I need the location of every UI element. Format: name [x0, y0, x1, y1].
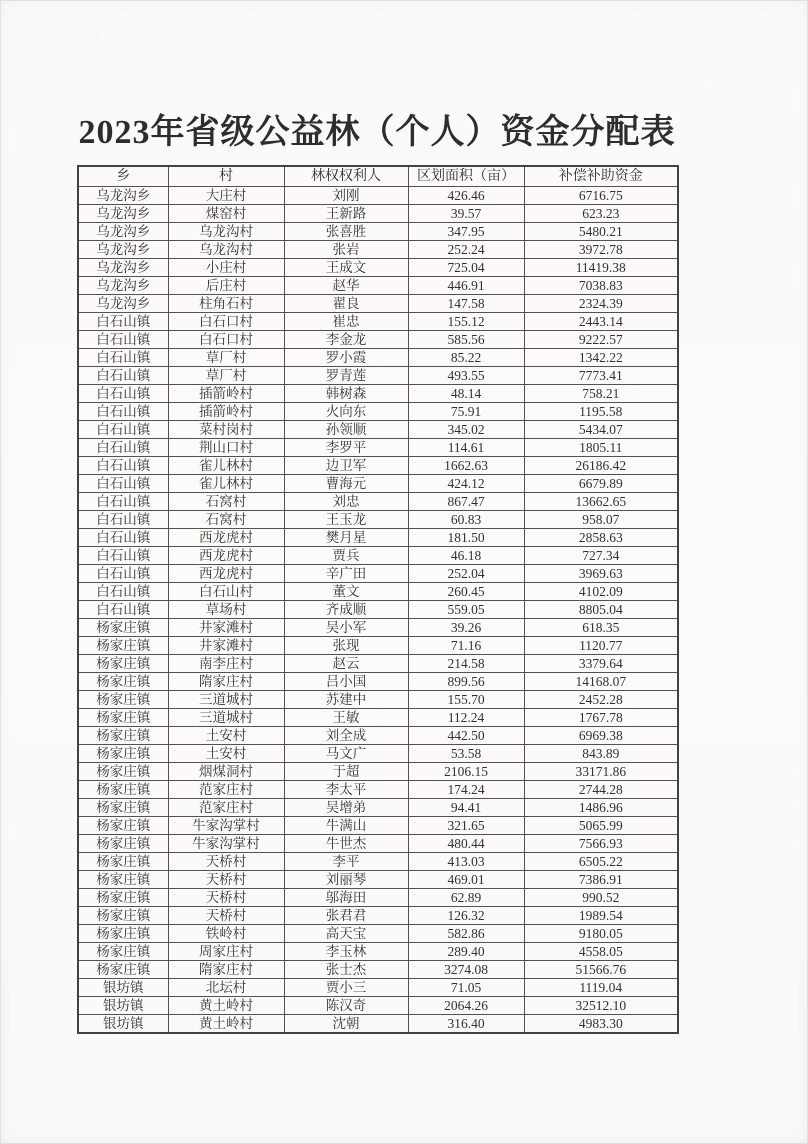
cell-subsidy-funds: 4102.09 — [524, 583, 678, 601]
cell-zoned-area: 480.44 — [408, 835, 524, 853]
table-row — [78, 673, 678, 691]
cell-subsidy-funds: 7038.83 — [524, 277, 678, 295]
cell-township: 银坊镇 — [78, 997, 168, 1015]
column-header-subsidy-funds: 补偿补助资金 — [524, 166, 678, 187]
fund-allocation-table — [77, 165, 679, 1034]
cell-zoned-area: 442.50 — [408, 727, 524, 745]
table-row — [78, 619, 678, 637]
cell-rights-holder: 张岩 — [284, 241, 408, 259]
cell-zoned-area: 260.45 — [408, 583, 524, 601]
table-row — [78, 835, 678, 853]
cell-township: 杨家庄镇 — [78, 853, 168, 871]
cell-subsidy-funds: 2858.63 — [524, 529, 678, 547]
cell-subsidy-funds: 1805.11 — [524, 439, 678, 457]
cell-village: 南李庄村 — [168, 655, 284, 673]
cell-zoned-area: 582.86 — [408, 925, 524, 943]
table-row — [78, 799, 678, 817]
cell-subsidy-funds: 958.07 — [524, 511, 678, 529]
table-row — [78, 979, 678, 997]
table-row — [78, 547, 678, 565]
cell-rights-holder: 火向东 — [284, 403, 408, 421]
cell-rights-holder: 孙领顺 — [284, 421, 408, 439]
table-row — [78, 331, 678, 349]
cell-subsidy-funds: 7773.41 — [524, 367, 678, 385]
cell-village: 三道城村 — [168, 709, 284, 727]
cell-subsidy-funds: 7566.93 — [524, 835, 678, 853]
cell-rights-holder: 崔忠 — [284, 313, 408, 331]
table-row — [78, 943, 678, 961]
cell-rights-holder: 李太平 — [284, 781, 408, 799]
cell-zoned-area: 62.89 — [408, 889, 524, 907]
cell-township: 杨家庄镇 — [78, 673, 168, 691]
cell-township: 白石山镇 — [78, 457, 168, 475]
cell-rights-holder: 赵华 — [284, 277, 408, 295]
cell-subsidy-funds: 6679.89 — [524, 475, 678, 493]
table-row — [78, 277, 678, 295]
table-row — [78, 421, 678, 439]
cell-township: 杨家庄镇 — [78, 925, 168, 943]
table-row — [78, 763, 678, 781]
cell-village: 土安村 — [168, 727, 284, 745]
cell-township: 杨家庄镇 — [78, 871, 168, 889]
cell-rights-holder: 韩树森 — [284, 385, 408, 403]
cell-rights-holder: 李金龙 — [284, 331, 408, 349]
cell-rights-holder: 罗小霞 — [284, 349, 408, 367]
cell-village: 西龙虎村 — [168, 529, 284, 547]
cell-zoned-area: 252.04 — [408, 565, 524, 583]
cell-township: 杨家庄镇 — [78, 745, 168, 763]
table-row — [78, 817, 678, 835]
table-row — [78, 727, 678, 745]
cell-subsidy-funds: 623.23 — [524, 205, 678, 223]
column-header-township: 乡 — [78, 166, 168, 187]
cell-rights-holder: 曹海元 — [284, 475, 408, 493]
cell-village: 草厂村 — [168, 367, 284, 385]
cell-zoned-area: 252.24 — [408, 241, 524, 259]
cell-rights-holder: 齐成顺 — [284, 601, 408, 619]
cell-subsidy-funds: 727.34 — [524, 547, 678, 565]
cell-rights-holder: 边卫军 — [284, 457, 408, 475]
cell-zoned-area: 48.14 — [408, 385, 524, 403]
cell-rights-holder: 王成文 — [284, 259, 408, 277]
cell-village: 隋家庄村 — [168, 961, 284, 979]
cell-rights-holder: 李平 — [284, 853, 408, 871]
table-row — [78, 205, 678, 223]
cell-village: 菜村岗村 — [168, 421, 284, 439]
cell-subsidy-funds: 4558.05 — [524, 943, 678, 961]
table-row — [78, 385, 678, 403]
table-row — [78, 745, 678, 763]
cell-rights-holder: 翟良 — [284, 295, 408, 313]
cell-subsidy-funds: 5434.07 — [524, 421, 678, 439]
cell-rights-holder: 苏建中 — [284, 691, 408, 709]
cell-rights-holder: 刘全成 — [284, 727, 408, 745]
cell-village: 铁岭村 — [168, 925, 284, 943]
cell-township: 杨家庄镇 — [78, 655, 168, 673]
cell-village: 小庄村 — [168, 259, 284, 277]
cell-village: 井家滩村 — [168, 619, 284, 637]
cell-township: 乌龙沟乡 — [78, 277, 168, 295]
cell-subsidy-funds: 3379.64 — [524, 655, 678, 673]
cell-township: 杨家庄镇 — [78, 907, 168, 925]
cell-village: 牛家沟掌村 — [168, 817, 284, 835]
cell-rights-holder: 张喜胜 — [284, 223, 408, 241]
cell-subsidy-funds: 1342.22 — [524, 349, 678, 367]
cell-zoned-area: 147.58 — [408, 295, 524, 313]
cell-rights-holder: 辛广田 — [284, 565, 408, 583]
cell-village: 周家庄村 — [168, 943, 284, 961]
table-row — [78, 583, 678, 601]
cell-village: 草场村 — [168, 601, 284, 619]
cell-subsidy-funds: 13662.65 — [524, 493, 678, 511]
cell-rights-holder: 吴小军 — [284, 619, 408, 637]
table-row — [78, 223, 678, 241]
cell-subsidy-funds: 843.89 — [524, 745, 678, 763]
cell-subsidy-funds: 9180.05 — [524, 925, 678, 943]
table-row — [78, 871, 678, 889]
cell-township: 白石山镇 — [78, 565, 168, 583]
cell-township: 白石山镇 — [78, 547, 168, 565]
table-row — [78, 475, 678, 493]
cell-subsidy-funds: 2324.39 — [524, 295, 678, 313]
table-row — [78, 889, 678, 907]
table-row — [78, 709, 678, 727]
table-row — [78, 511, 678, 529]
cell-township: 白石山镇 — [78, 493, 168, 511]
table-row — [78, 313, 678, 331]
cell-township: 白石山镇 — [78, 385, 168, 403]
column-header-zoned-area: 区划面积（亩） — [408, 166, 524, 187]
cell-subsidy-funds: 14168.07 — [524, 673, 678, 691]
table-row — [78, 781, 678, 799]
cell-rights-holder: 陈汉奇 — [284, 997, 408, 1015]
cell-township: 乌龙沟乡 — [78, 295, 168, 313]
cell-zoned-area: 469.01 — [408, 871, 524, 889]
cell-subsidy-funds: 2443.14 — [524, 313, 678, 331]
cell-zoned-area: 867.47 — [408, 493, 524, 511]
cell-zoned-area: 126.32 — [408, 907, 524, 925]
cell-village: 隋家庄村 — [168, 673, 284, 691]
cell-rights-holder: 高天宝 — [284, 925, 408, 943]
cell-rights-holder: 邬海田 — [284, 889, 408, 907]
cell-subsidy-funds: 33171.86 — [524, 763, 678, 781]
cell-township: 乌龙沟乡 — [78, 223, 168, 241]
cell-village: 天桥村 — [168, 889, 284, 907]
cell-township: 白石山镇 — [78, 421, 168, 439]
cell-zoned-area: 345.02 — [408, 421, 524, 439]
cell-village: 雀儿林村 — [168, 475, 284, 493]
cell-rights-holder: 赵云 — [284, 655, 408, 673]
table-row — [78, 691, 678, 709]
cell-subsidy-funds: 618.35 — [524, 619, 678, 637]
cell-township: 杨家庄镇 — [78, 691, 168, 709]
table-row — [78, 241, 678, 259]
cell-rights-holder: 刘丽琴 — [284, 871, 408, 889]
cell-village: 西龙虎村 — [168, 565, 284, 583]
cell-village: 煤窑村 — [168, 205, 284, 223]
cell-village: 牛家沟掌村 — [168, 835, 284, 853]
cell-township: 白石山镇 — [78, 367, 168, 385]
table-row — [78, 997, 678, 1015]
cell-township: 乌龙沟乡 — [78, 259, 168, 277]
cell-township: 乌龙沟乡 — [78, 187, 168, 205]
cell-zoned-area: 289.40 — [408, 943, 524, 961]
cell-subsidy-funds: 2744.28 — [524, 781, 678, 799]
cell-village: 范家庄村 — [168, 799, 284, 817]
cell-subsidy-funds: 6969.38 — [524, 727, 678, 745]
cell-zoned-area: 94.41 — [408, 799, 524, 817]
cell-zoned-area: 46.18 — [408, 547, 524, 565]
cell-rights-holder: 王敏 — [284, 709, 408, 727]
cell-township: 杨家庄镇 — [78, 619, 168, 637]
cell-rights-holder: 刘忠 — [284, 493, 408, 511]
cell-zoned-area: 53.58 — [408, 745, 524, 763]
cell-township: 杨家庄镇 — [78, 961, 168, 979]
cell-rights-holder: 马文广 — [284, 745, 408, 763]
table-row — [78, 529, 678, 547]
cell-rights-holder: 罗青莲 — [284, 367, 408, 385]
cell-village: 草厂村 — [168, 349, 284, 367]
cell-rights-holder: 张君君 — [284, 907, 408, 925]
cell-zoned-area: 39.26 — [408, 619, 524, 637]
cell-rights-holder: 牛满山 — [284, 817, 408, 835]
cell-zoned-area: 424.12 — [408, 475, 524, 493]
cell-subsidy-funds: 1767.78 — [524, 709, 678, 727]
cell-village: 白石口村 — [168, 331, 284, 349]
cell-rights-holder: 贾小三 — [284, 979, 408, 997]
cell-village: 北坛村 — [168, 979, 284, 997]
cell-village: 乌龙沟村 — [168, 241, 284, 259]
cell-village: 乌龙沟村 — [168, 223, 284, 241]
cell-township: 乌龙沟乡 — [78, 241, 168, 259]
cell-township: 白石山镇 — [78, 331, 168, 349]
cell-village: 三道城村 — [168, 691, 284, 709]
cell-village: 插箭岭村 — [168, 403, 284, 421]
table-header-row — [78, 166, 678, 187]
cell-village: 雀儿林村 — [168, 457, 284, 475]
page-title: 2023年省级公益林（个人）资金分配表 — [78, 114, 676, 151]
cell-zoned-area: 413.03 — [408, 853, 524, 871]
cell-township: 白石山镇 — [78, 439, 168, 457]
table-row — [78, 655, 678, 673]
cell-township: 杨家庄镇 — [78, 637, 168, 655]
cell-rights-holder: 于超 — [284, 763, 408, 781]
cell-village: 插箭岭村 — [168, 385, 284, 403]
cell-village: 柱角石村 — [168, 295, 284, 313]
cell-subsidy-funds: 11419.38 — [524, 259, 678, 277]
cell-township: 白石山镇 — [78, 313, 168, 331]
column-header-village: 村 — [168, 166, 284, 187]
cell-zoned-area: 1662.63 — [408, 457, 524, 475]
cell-zoned-area: 71.05 — [408, 979, 524, 997]
cell-zoned-area: 75.91 — [408, 403, 524, 421]
cell-zoned-area: 39.57 — [408, 205, 524, 223]
cell-township: 乌龙沟乡 — [78, 205, 168, 223]
cell-village: 天桥村 — [168, 907, 284, 925]
cell-township: 杨家庄镇 — [78, 835, 168, 853]
cell-rights-holder: 吕小国 — [284, 673, 408, 691]
cell-township: 杨家庄镇 — [78, 817, 168, 835]
cell-rights-holder: 樊月星 — [284, 529, 408, 547]
cell-village: 黄土岭村 — [168, 1015, 284, 1034]
cell-zoned-area: 426.46 — [408, 187, 524, 205]
cell-rights-holder: 张士杰 — [284, 961, 408, 979]
cell-township: 杨家庄镇 — [78, 781, 168, 799]
cell-zoned-area: 559.05 — [408, 601, 524, 619]
cell-zoned-area: 112.24 — [408, 709, 524, 727]
cell-rights-holder: 董文 — [284, 583, 408, 601]
column-header-rights-holder: 林权权利人 — [284, 166, 408, 187]
cell-township: 杨家庄镇 — [78, 763, 168, 781]
cell-zoned-area: 60.83 — [408, 511, 524, 529]
cell-zoned-area: 155.70 — [408, 691, 524, 709]
cell-village: 天桥村 — [168, 853, 284, 871]
cell-subsidy-funds: 1989.54 — [524, 907, 678, 925]
cell-rights-holder: 王新路 — [284, 205, 408, 223]
cell-zoned-area: 446.91 — [408, 277, 524, 295]
cell-township: 杨家庄镇 — [78, 799, 168, 817]
cell-village: 白石山村 — [168, 583, 284, 601]
cell-subsidy-funds: 3972.78 — [524, 241, 678, 259]
cell-village: 后庄村 — [168, 277, 284, 295]
cell-village: 烟煤洞村 — [168, 763, 284, 781]
table-row — [78, 493, 678, 511]
cell-zoned-area: 85.22 — [408, 349, 524, 367]
cell-subsidy-funds: 2452.28 — [524, 691, 678, 709]
cell-subsidy-funds: 7386.91 — [524, 871, 678, 889]
cell-zoned-area: 2106.15 — [408, 763, 524, 781]
table-row — [78, 961, 678, 979]
cell-zoned-area: 181.50 — [408, 529, 524, 547]
table-row — [78, 565, 678, 583]
cell-zoned-area: 155.12 — [408, 313, 524, 331]
cell-zoned-area: 321.65 — [408, 817, 524, 835]
cell-village: 井家滩村 — [168, 637, 284, 655]
table-row — [78, 457, 678, 475]
table-row — [78, 925, 678, 943]
cell-township: 白石山镇 — [78, 403, 168, 421]
cell-subsidy-funds: 32512.10 — [524, 997, 678, 1015]
cell-village: 土安村 — [168, 745, 284, 763]
cell-subsidy-funds: 6505.22 — [524, 853, 678, 871]
table-body — [78, 187, 678, 1034]
cell-rights-holder: 张现 — [284, 637, 408, 655]
cell-rights-holder: 沈朝 — [284, 1015, 408, 1034]
cell-rights-holder: 刘刚 — [284, 187, 408, 205]
cell-subsidy-funds: 758.21 — [524, 385, 678, 403]
cell-subsidy-funds: 1486.96 — [524, 799, 678, 817]
cell-zoned-area: 493.55 — [408, 367, 524, 385]
table-row — [78, 259, 678, 277]
table-row — [78, 907, 678, 925]
cell-township: 杨家庄镇 — [78, 943, 168, 961]
cell-village: 黄土岭村 — [168, 997, 284, 1015]
cell-rights-holder: 吴增弟 — [284, 799, 408, 817]
cell-zoned-area: 214.58 — [408, 655, 524, 673]
cell-subsidy-funds: 1119.04 — [524, 979, 678, 997]
cell-subsidy-funds: 26186.42 — [524, 457, 678, 475]
table-row — [78, 349, 678, 367]
cell-village: 白石口村 — [168, 313, 284, 331]
cell-zoned-area: 585.56 — [408, 331, 524, 349]
cell-township: 银坊镇 — [78, 1015, 168, 1034]
cell-zoned-area: 725.04 — [408, 259, 524, 277]
table-row — [78, 637, 678, 655]
cell-subsidy-funds: 1195.58 — [524, 403, 678, 421]
cell-township: 杨家庄镇 — [78, 727, 168, 745]
cell-zoned-area: 114.61 — [408, 439, 524, 457]
cell-zoned-area: 899.56 — [408, 673, 524, 691]
cell-village: 天桥村 — [168, 871, 284, 889]
table-row — [78, 601, 678, 619]
cell-subsidy-funds: 1120.77 — [524, 637, 678, 655]
table-row — [78, 367, 678, 385]
cell-subsidy-funds: 51566.76 — [524, 961, 678, 979]
table-row — [78, 187, 678, 205]
table-row — [78, 853, 678, 871]
cell-subsidy-funds: 990.52 — [524, 889, 678, 907]
cell-subsidy-funds: 5480.21 — [524, 223, 678, 241]
cell-subsidy-funds: 5065.99 — [524, 817, 678, 835]
cell-rights-holder: 李罗平 — [284, 439, 408, 457]
cell-subsidy-funds: 3969.63 — [524, 565, 678, 583]
cell-rights-holder: 王玉龙 — [284, 511, 408, 529]
cell-village: 石窝村 — [168, 493, 284, 511]
cell-village: 大庄村 — [168, 187, 284, 205]
cell-township: 白石山镇 — [78, 583, 168, 601]
cell-zoned-area: 174.24 — [408, 781, 524, 799]
cell-zoned-area: 316.40 — [408, 1015, 524, 1034]
cell-zoned-area: 3274.08 — [408, 961, 524, 979]
cell-zoned-area: 2064.26 — [408, 997, 524, 1015]
cell-rights-holder: 贾兵 — [284, 547, 408, 565]
cell-township: 白石山镇 — [78, 475, 168, 493]
cell-township: 杨家庄镇 — [78, 889, 168, 907]
cell-township: 白石山镇 — [78, 349, 168, 367]
cell-zoned-area: 347.95 — [408, 223, 524, 241]
cell-rights-holder: 李玉林 — [284, 943, 408, 961]
cell-village: 石窝村 — [168, 511, 284, 529]
cell-township: 白石山镇 — [78, 601, 168, 619]
cell-township: 白石山镇 — [78, 529, 168, 547]
cell-zoned-area: 71.16 — [408, 637, 524, 655]
cell-subsidy-funds: 4983.30 — [524, 1015, 678, 1034]
cell-township: 白石山镇 — [78, 511, 168, 529]
cell-rights-holder: 牛世杰 — [284, 835, 408, 853]
table-row — [78, 295, 678, 313]
cell-subsidy-funds: 8805.04 — [524, 601, 678, 619]
cell-village: 西龙虎村 — [168, 547, 284, 565]
cell-village: 范家庄村 — [168, 781, 284, 799]
cell-township: 银坊镇 — [78, 979, 168, 997]
cell-subsidy-funds: 6716.75 — [524, 187, 678, 205]
table-row — [78, 403, 678, 421]
table-row — [78, 439, 678, 457]
cell-subsidy-funds: 9222.57 — [524, 331, 678, 349]
cell-township: 杨家庄镇 — [78, 709, 168, 727]
table-row — [78, 1015, 678, 1034]
cell-village: 荆山口村 — [168, 439, 284, 457]
